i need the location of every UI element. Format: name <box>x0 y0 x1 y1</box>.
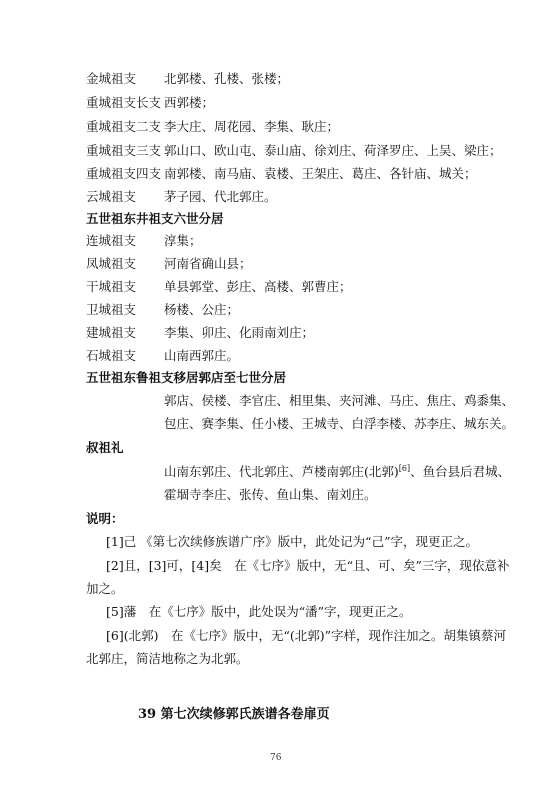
row-value: 茅子园、代北郭庄。 <box>164 189 277 204</box>
place-list-line: 霍堌寺李庄、张传、鱼山集、南刘庄。 <box>164 487 377 502</box>
row-value: 杨楼、公庄； <box>164 302 240 317</box>
section-heading: 五世祖东井祖支六世分居 <box>86 211 224 226</box>
row-value: 河南省确山县； <box>164 256 252 271</box>
footnote-marker: [6] <box>398 463 411 473</box>
section-heading: 五世祖东鲁祖支移居郭店至七世分居 <box>86 370 287 385</box>
note-line: 加之。 <box>86 581 124 596</box>
row-value: 李集、卯庄、化雨南刘庄； <box>164 325 315 340</box>
row-value: 北郭楼、孔楼、张楼； <box>164 71 290 86</box>
row-label: 建城祖支 <box>86 325 137 340</box>
row-value: 李大庄、周花园、李集、耿庄； <box>164 119 340 134</box>
row-value: 山南西郭庄。 <box>164 348 240 363</box>
note-line: [2]且，[3]可，[4]矣 在《七序》版中，无“且、可、矣”三字，现依意补 <box>106 558 510 573</box>
notes-title: 说明： <box>86 511 124 526</box>
section-heading: 叔祖礼 <box>86 440 124 455</box>
page-number: 76 <box>270 753 282 763</box>
row-label: 连城祖支 <box>86 233 137 248</box>
note-line: 北郭庄，简洁地称之为北郭。 <box>86 651 249 666</box>
row-label: 云城祖支 <box>86 189 137 204</box>
place-text: 山南东郭庄、代北郭庄、芦楼南郭庄(北郭) <box>164 464 399 479</box>
row-label: 重城祖支四支 <box>86 166 162 181</box>
row-label: 干城祖支 <box>86 279 137 294</box>
row-label: 石城祖支 <box>86 348 137 363</box>
note-line: [6](北郭) 在《七序》版中，无“(北郭)”字样，现作注加之。胡集镇蔡河 <box>106 628 506 643</box>
row-value: 单县郭堂、彭庄、高楼、郭曹庄； <box>164 279 352 294</box>
row-value: 淳集； <box>164 233 202 248</box>
row-label: 卫城祖支 <box>86 302 137 317</box>
place-list-line: 包庄、赛李集、任小楼、王城寺、白浮李楼、苏李庄、城东关。 <box>164 416 515 431</box>
section-title: 39 第七次续修郭氏族谱各卷扉页 <box>138 707 330 722</box>
row-label: 金城祖支 <box>86 71 137 86</box>
row-value: 西郭楼； <box>164 95 215 110</box>
row-label: 重城祖支三支 <box>86 143 162 158</box>
place-list-line <box>164 463 510 481</box>
note-line: [1]己 《第七次续修族谱广序》版中，此处记为“己”字，现更正之。 <box>106 534 478 549</box>
row-value: 郭山口、欧山屯、泰山庙、徐刘庄、荷泽罗庄、上吴、梁庄； <box>164 143 502 158</box>
row-label: 重城祖支二支 <box>86 119 162 134</box>
note-line: [5]藩 在《七序》版中，此处误为“潘”字，现更正之。 <box>106 604 412 619</box>
place-text: 、鱼台县后君城、 <box>410 464 511 479</box>
row-label: 凤城祖支 <box>86 256 137 271</box>
row-label: 重城祖支长支 <box>86 95 162 110</box>
place-list-line: 郭店、侯楼、李官庄、相里集、夹河滩、马庄、焦庄、鸡黍集、 <box>164 393 515 408</box>
row-value: 南郭楼、南马庙、袁楼、王架庄、葛庄、各针庙、城关； <box>164 166 477 181</box>
